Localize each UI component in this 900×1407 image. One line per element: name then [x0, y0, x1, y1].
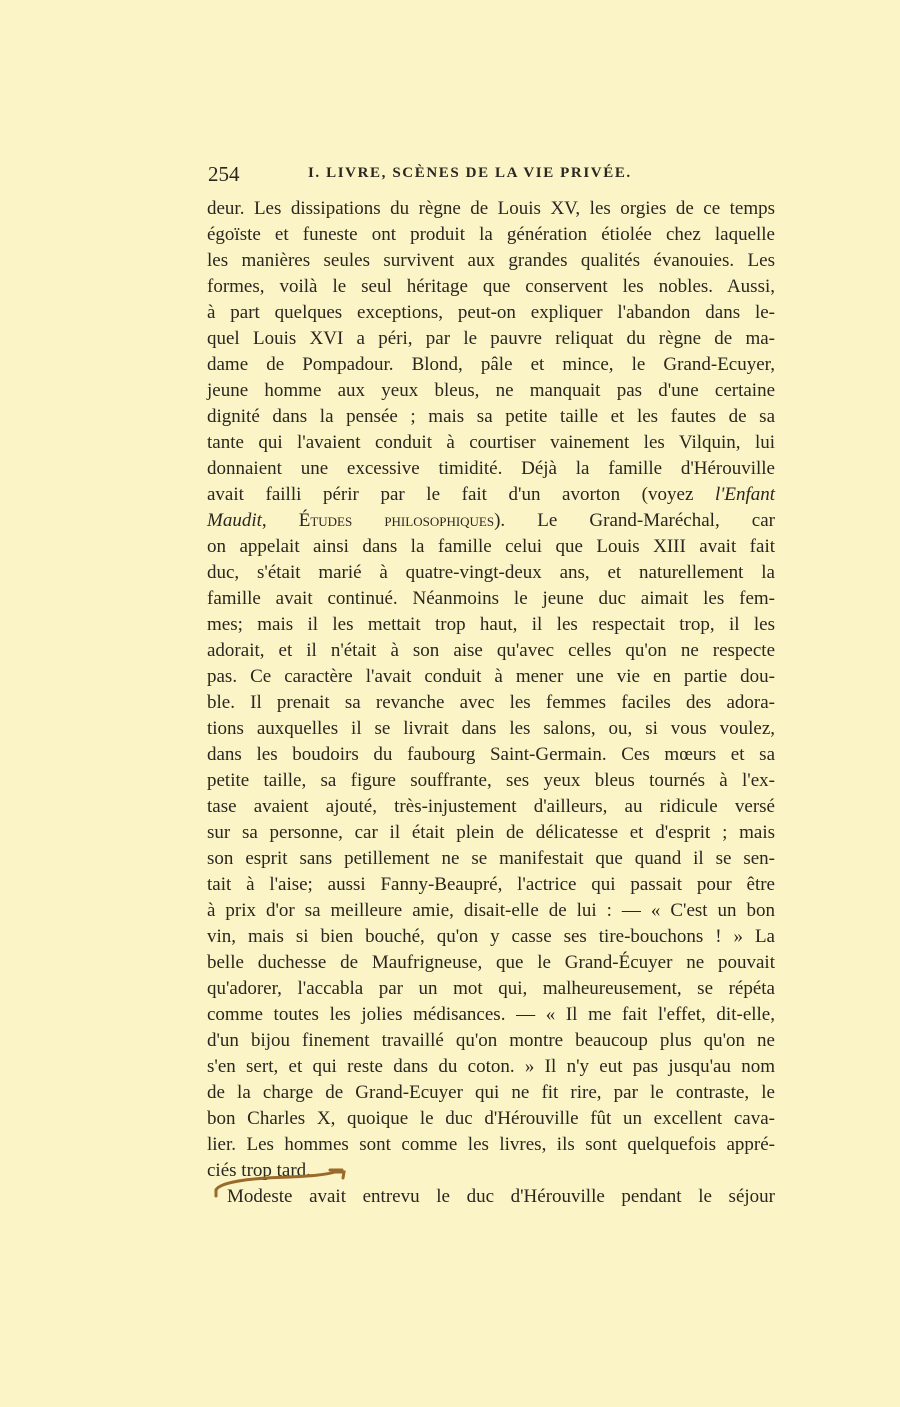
- text-line: quel Louis XVI a péri, par le pauvre reliquat du règne de ma-: [207, 328, 775, 349]
- running-title: I. LIVRE, SCÈNES DE LA VIE PRIVÉE.: [308, 165, 632, 181]
- text-line: Modeste avait entrevu le duc d'Hérouville pendant le séjour: [227, 1186, 775, 1207]
- text-line: petite taille, sa figure souffrante, ses yeux bleus tournés à l'ex-: [207, 770, 775, 791]
- text-segment: ). Le Grand-Maréchal, car: [494, 510, 775, 531]
- pencil-stroke: [216, 1170, 344, 1190]
- text-line: à part quelques exceptions, peut-on expliquer l'abandon dans le-: [207, 302, 775, 323]
- page-header: [208, 162, 774, 188]
- text-line: ble. Il prenait sa revanche avec les femmes faciles des adora-: [207, 692, 775, 713]
- text-line: qu'adorer, l'accabla par un mot qui, malheureusement, se répéta: [207, 978, 775, 999]
- text-line: mes; mais il les mettait trop haut, il les respectait trop, il les: [207, 614, 775, 635]
- text-line: dans les boudoirs du faubourg Saint-Germain. Ces mœurs et sa: [207, 744, 775, 765]
- text-line: donnaient une excessive timidité. Déjà la famille d'Hérouville: [207, 458, 775, 479]
- pencil-underline-mark: [210, 1160, 350, 1200]
- text-line: jeune homme aux yeux bleus, ne manquait pas d'une certaine: [207, 380, 775, 401]
- text-line: tase avaient ajouté, très-injustement d'ailleurs, au ridicule versé: [207, 796, 775, 817]
- text-line: famille avait continué. Néanmoins le jeune duc aimait les fem-: [207, 588, 775, 609]
- italic-title: Maudit: [207, 510, 262, 531]
- text-segment: avait failli périr par le fait d'un avorton (voyez: [207, 484, 694, 505]
- page-number: 254: [208, 162, 240, 186]
- text-line: comme toutes les jolies médisances. — « Il me fait l'effet, dit-elle,: [207, 1004, 775, 1025]
- text-line: ciés trop tard.: [207, 1160, 311, 1181]
- text-line: son esprit sans petillement ne se manifestait que quand il se sen-: [207, 848, 775, 869]
- text-line: lier. Les hommes sont comme les livres, ils sont quelquefois appré-: [207, 1134, 775, 1155]
- text-line: vin, mais si bien bouché, qu'on y casse ses tire-bouchons ! » La: [207, 926, 775, 947]
- text-line: de la charge de Grand-Ecuyer qui ne fit rire, par le contraste, le: [207, 1082, 775, 1103]
- text-line: [207, 482, 775, 508]
- text-line: à prix d'or sa meilleure amie, disait-elle de lui : — « C'est un bon: [207, 900, 775, 921]
- text-line: les manières seules survivent aux grandes qualités évanouies. Les: [207, 250, 775, 271]
- text-line: belle duchesse de Maufrigneuse, que le Grand-Écuyer ne pouvait: [207, 952, 775, 973]
- text-line: pas. Ce caractère l'avait conduit à mener une vie en partie dou-: [207, 666, 775, 687]
- small-caps-title: Études philosophiques: [298, 510, 495, 531]
- text-line: s'en sert, et qui reste dans du coton. » Il n'y eut pas jusqu'au nom: [207, 1056, 775, 1077]
- text-line: [207, 508, 775, 534]
- text-line: dame de Pompadour. Blond, pâle et mince, le Grand-Ecuyer,: [207, 354, 775, 375]
- text-line: bon Charles X, quoique le duc d'Hérouville fût un excellent cava-: [207, 1108, 775, 1129]
- text-line: égoïste et funeste ont produit la génération étiolée chez laquelle: [207, 224, 775, 245]
- text-line: adorait, et il n'était à son aise qu'avec celles qu'on ne respecte: [207, 640, 775, 661]
- text-line: sur sa personne, car il était plein de délicatesse et d'esprit ; mais: [207, 822, 775, 843]
- text-line: tante qui l'avaient conduit à courtiser vainement les Vilquin, lui: [207, 432, 775, 453]
- text-line: tions auxquelles il se livrait dans les salons, ou, si vous voulez,: [207, 718, 775, 739]
- text-line: formes, voilà le seul héritage que conservent les nobles. Aussi,: [207, 276, 775, 297]
- text-line: d'un bijou finement travaillé qu'on montre beaucoup plus qu'on ne: [207, 1030, 775, 1051]
- text-line: deur. Les dissipations du règne de Louis XV, les orgies de ce temps: [207, 198, 775, 219]
- italic-title: l'Enfant: [715, 484, 776, 505]
- text-line: dignité dans la pensée ; mais sa petite taille et les fautes de sa: [207, 406, 775, 427]
- text-line: on appelait ainsi dans la famille celui que Louis XIII avait fait: [207, 536, 775, 557]
- text-line: duc, s'était marié à quatre-vingt-deux ans, et naturellement la: [207, 562, 775, 583]
- text-line: tait à l'aise; aussi Fanny-Beaupré, l'actrice qui passait pour être: [207, 874, 775, 895]
- text-segment: ,: [261, 510, 267, 531]
- page-body-text: [207, 196, 775, 1210]
